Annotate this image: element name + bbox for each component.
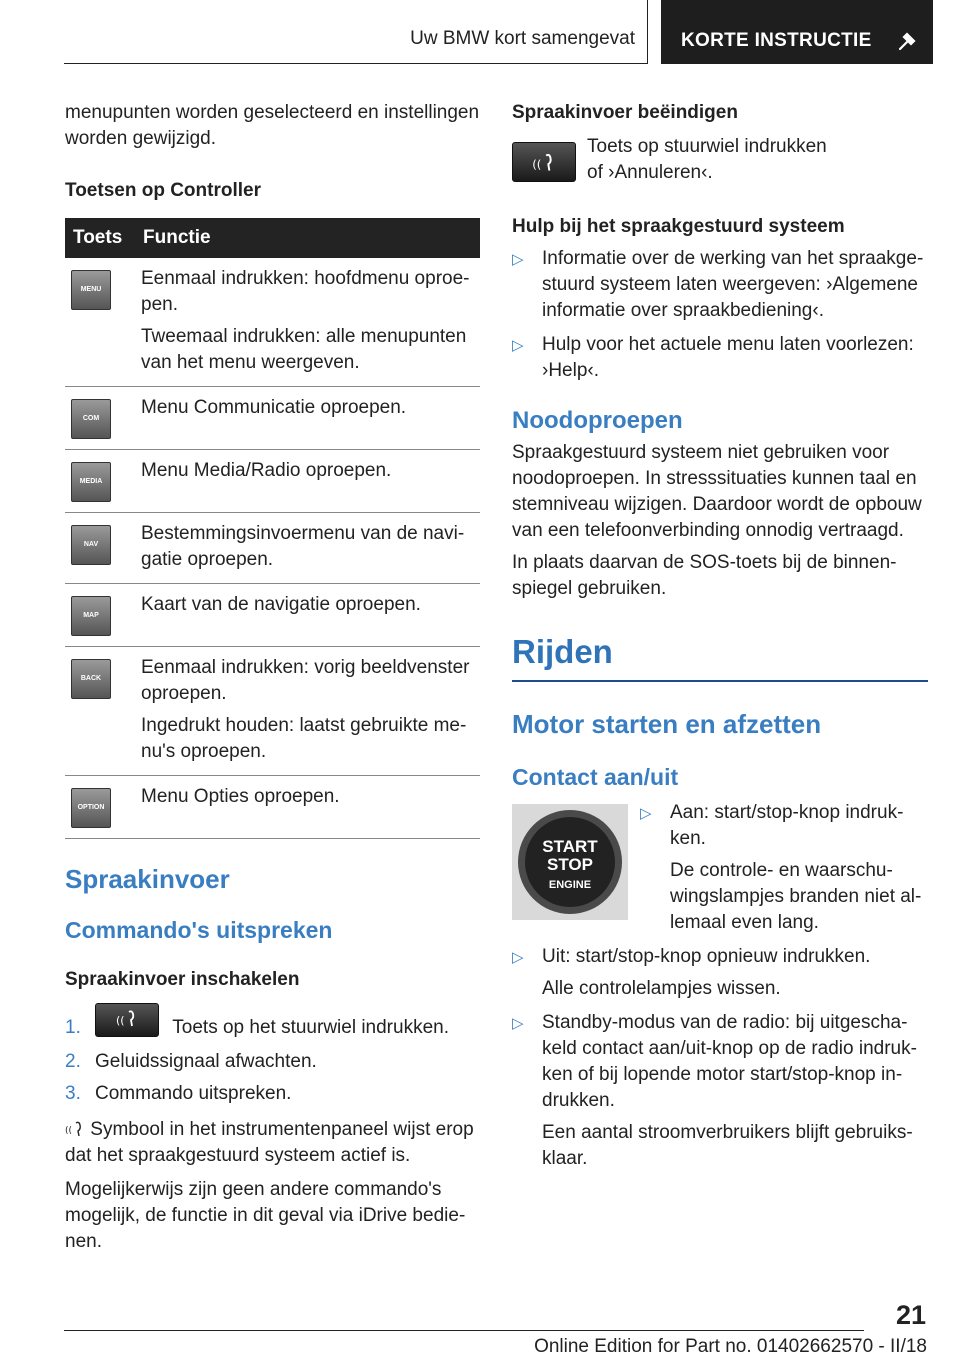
svg-text:((: (( [532,157,542,172]
map-key-icon: MAP [71,596,111,636]
beeindigen-heading: Spraakinvoer beëindigen [512,102,738,123]
back-key-icon: BACK [71,659,111,699]
row-function-text: Menu Media/Radio oproepen. [141,460,392,481]
row-function-text: Ingedrukt houden: laatst gebruikte menu's oproepen. [141,715,467,762]
spraakinvoer-heading: Spraakinvoer [65,864,230,894]
right-column [512,100,928,1172]
uit-sub-text: Alle controlelampjes wissen. [542,978,781,999]
footer-rule [64,1330,864,1331]
triangle-bullet-icon: ▷ [512,1015,524,1032]
table-row [65,647,480,776]
step-number: 3. [65,1083,81,1104]
commando-heading: Commando's uitspreken [65,917,333,943]
beeindigen-block [512,138,928,190]
aan-text: Aan: start/stop-knop indrukken. [670,802,904,849]
com-key-icon: COM [71,399,111,439]
list-item [65,1049,480,1075]
start-stop-button-image [512,804,628,920]
motor-heading: Motor starten en afzetten [512,709,822,739]
table-row [65,387,480,450]
list-item [512,332,928,384]
triangle-bullet-icon: ▷ [512,251,524,268]
list-item [640,800,932,936]
hulp-item-text: Hulp voor het actuele menu laten voorlezen: ›Help‹. [542,334,914,381]
row-function-text: Menu Communicatie oproepen. [141,397,407,418]
symbol-note [65,1117,480,1169]
list-item [512,246,928,324]
list-item [512,944,928,1002]
inschakelen-heading: Spraakinvoer inschakelen [65,969,300,990]
triangle-bullet-icon: ▷ [512,949,524,966]
table-header-function: Functie [135,218,480,258]
voice-button-icon [95,1003,159,1037]
mogelijk-text: Mogelijkerwijs zijn geen andere commando's mogelijk, de functie in dit geval via iDrive bedienen. [65,1179,466,1252]
table-row [65,776,480,839]
controller-keys-table [65,218,480,839]
table-header-row [65,218,480,258]
step-text: Toets op het stuurwiel indrukken. [172,1017,449,1039]
svg-text:((: (( [116,1014,125,1027]
row-function-text: Eenmaal indrukken: hoofdmenu oproepen. [141,268,470,315]
symbol-note-text: Symbool in het instrumentenpaneel wijst erop dat het spraakgestuurd systeem actief is. [65,1119,474,1166]
voice-button-icon [512,142,576,182]
controller-heading: Toetsen op Controller [65,180,261,201]
row-function-text: Eenmaal indrukken: vorig beeldvenster oproepen. [141,657,470,704]
table-row [65,450,480,513]
table-row [65,258,480,387]
row-function-text: Tweemaal indrukken: alle menupunten van het menu weergeven. [141,326,467,373]
header-chapter-tab [661,0,933,64]
step-text: Commando uitspreken. [95,1083,292,1104]
nood-paragraph-1: Spraakgestuurd systeem niet gebruiken voor noodoproepen. In stresssituaties kunnen taal en stemniveau wijzigen. Daardoor wordt de opbouw van een telefoonverbinding onnodig vertraagd. [512,442,922,541]
start-label: START [542,837,598,856]
table-row [65,513,480,584]
hulp-item-text: Informatie over de werking van het spraakgestuurd systeem laten weergeven: ›Algemene informatie over spraakbediening‹. [542,248,924,321]
triangle-bullet-icon: ▷ [512,337,524,354]
triangle-bullet-icon: ▷ [640,805,652,822]
aan-sub-text: De controle- en waarschuwingslampjes branden niet allemaal even lang. [670,860,922,933]
list-item [512,1010,928,1172]
contact-heading: Contact aan/uit [512,764,679,790]
start-stop-block [512,804,928,944]
header-section-box [64,0,648,64]
uit-text: Uit: start/stop-knop opnieuw indrukken. [542,946,871,967]
svg-text:((: (( [65,1126,73,1136]
menu-key-icon: MENU [71,270,111,310]
nav-key-icon: NAV [71,525,111,565]
quick-guide-icon [897,30,919,52]
noodoproepen-heading: Noodoproepen [512,407,683,434]
list-item [65,1007,480,1043]
header-chapter-title: KORTE INSTRUCTIE [681,30,872,51]
option-key-icon: OPTION [71,788,111,828]
row-function-text: Bestemmingsinvoermenu van de navigatie oproepen. [141,523,465,570]
table-header-key: Toets [65,218,135,258]
row-function-text: Kaart van de navigatie oproepen. [141,594,421,615]
page-number: 21 [895,1300,926,1330]
engine-label: ENGINE [548,879,592,891]
hulp-heading: Hulp bij het spraakgestuurd systeem [512,216,845,237]
beeindigen-text: Toets op stuurwiel indrukken of ›Annuleren‹. [587,136,827,183]
header-section-title: Uw BMW kort samengevat [410,28,635,49]
rijden-heading: Rijden [512,633,613,670]
footer-edition-text: Online Edition for Part no. 01402662570 - II/18 [534,1336,927,1357]
stop-label: STOP [547,855,593,874]
step-number: 2. [65,1051,81,1072]
list-item [65,1081,480,1107]
row-function-text: Menu Opties oproepen. [141,786,340,807]
voice-active-symbol-icon [65,1118,85,1138]
step-number: 1. [65,1017,81,1038]
standby-sub-text: Een aantal stroomverbruikers blijft gebruiksklaar. [542,1122,913,1169]
table-row [65,584,480,647]
nood-paragraph-2: In plaats daarvan de SOS-toets bij de binnenspiegel gebruiken. [512,552,897,599]
step-text: Geluidssignaal afwachten. [95,1051,317,1072]
intro-text: menupunten worden geselecteerd en instellingen worden gewijzigd. [65,102,480,149]
media-key-icon: MEDIA [71,462,111,502]
standby-text: Standby-modus van de radio: bij uitgeschakeld contact aan/uit-knop op de radio indrukken of bij lopende motor start/stop-knop indrukken. [542,1012,917,1111]
left-column [65,100,480,1255]
rijden-rule [512,680,928,682]
